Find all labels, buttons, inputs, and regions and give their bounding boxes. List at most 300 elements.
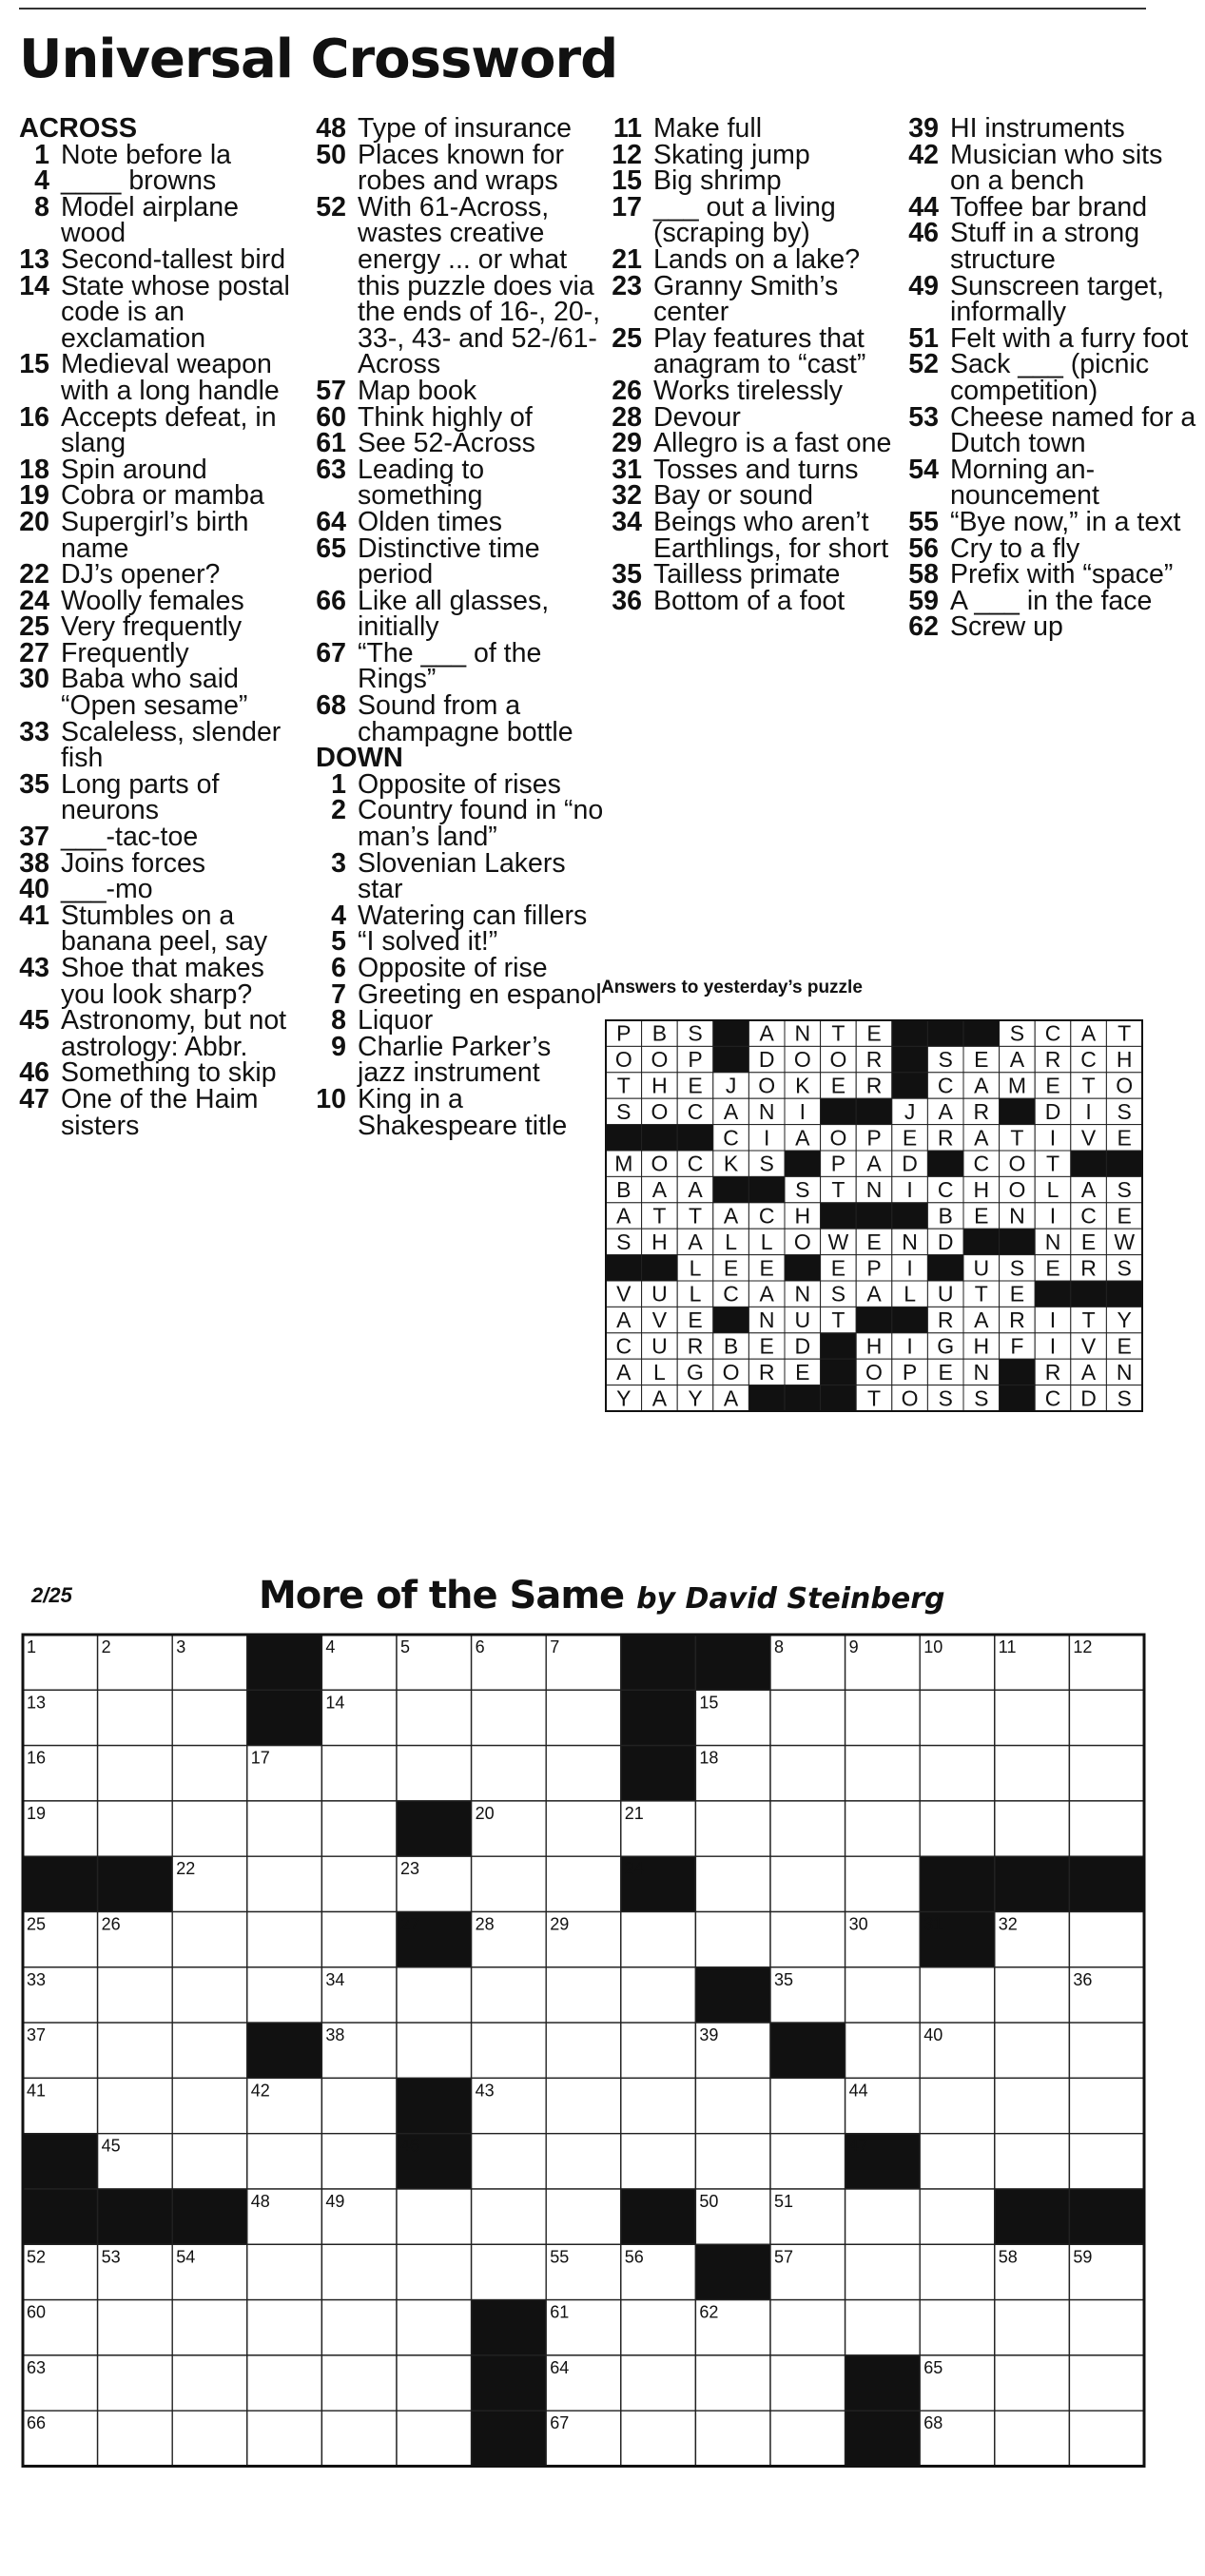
clue-item[interactable] — [316, 454, 606, 512]
clue-item[interactable] — [908, 322, 1198, 354]
clue-item[interactable] — [908, 218, 1198, 275]
clue-item[interactable] — [908, 454, 1198, 512]
grid-block — [995, 2189, 1070, 2244]
grid-cell[interactable] — [845, 2189, 921, 2244]
grid-cell[interactable] — [621, 1967, 696, 2023]
grid-number: 22 — [176, 1859, 196, 1879]
clue-number: 51 — [908, 322, 939, 354]
grid-number: 9 — [848, 1637, 859, 1656]
grid-cell[interactable] — [845, 1856, 921, 1911]
clue-text: State whose postal code is an exclamation — [61, 270, 290, 354]
grid-cell[interactable] — [546, 2189, 621, 2244]
answer-letter: D — [902, 1151, 918, 1176]
grid-number: 45 — [101, 2136, 121, 2156]
grid-cell[interactable] — [98, 2078, 173, 2133]
grid-cell[interactable] — [472, 1967, 547, 2023]
clue-item[interactable] — [19, 349, 309, 406]
grid-cell[interactable] — [247, 1912, 322, 1967]
grid-cell[interactable] — [247, 2244, 322, 2299]
answer-letter: C — [1044, 1385, 1061, 1411]
grid-cell[interactable] — [1069, 2300, 1144, 2355]
grid-cell[interactable] — [770, 1856, 845, 1911]
grid-cell[interactable] — [321, 2355, 397, 2411]
grid-number: 4 — [325, 1637, 336, 1656]
clue-text: Sack ___ (picnic competition) — [950, 349, 1150, 406]
clue-item[interactable] — [316, 637, 606, 695]
grid-cell[interactable] — [172, 2134, 247, 2189]
answer-block — [927, 1255, 963, 1281]
grid-cell[interactable] — [845, 1746, 921, 1801]
clue-item[interactable] — [612, 270, 902, 328]
clue-number: 26 — [612, 375, 642, 406]
grid-cell[interactable] — [321, 1801, 397, 1856]
grid-cell[interactable] — [397, 1690, 472, 1745]
clue-item[interactable] — [612, 139, 902, 170]
grid-cell[interactable] — [621, 1912, 696, 1967]
clue-item[interactable] — [316, 1031, 606, 1089]
grid-cell[interactable] — [321, 1856, 397, 1911]
clue-item[interactable] — [19, 165, 309, 197]
grid-cell[interactable] — [397, 1967, 472, 2023]
grid-cell[interactable] — [770, 2134, 845, 2189]
grid-cell[interactable] — [621, 2078, 696, 2133]
clue-item[interactable] — [316, 978, 606, 1010]
answer-letter: C — [723, 1125, 739, 1151]
clue-item[interactable] — [316, 795, 606, 853]
clue-item[interactable] — [19, 664, 309, 722]
clue-item[interactable] — [908, 585, 1198, 616]
clue-item[interactable] — [908, 349, 1198, 406]
answer-block — [785, 1255, 821, 1281]
grid-cell[interactable] — [920, 2300, 995, 2355]
grid-number: 44 — [848, 2081, 868, 2101]
clue-item[interactable] — [316, 113, 606, 144]
clue-number: 21 — [612, 243, 642, 275]
grid-cell[interactable] — [472, 2134, 547, 2189]
answer-letter: S — [616, 1098, 632, 1124]
answer-block — [892, 1307, 928, 1332]
grid-cell[interactable] — [172, 1912, 247, 1967]
clue-heading: DOWN — [316, 743, 403, 774]
answer-block — [821, 1333, 857, 1359]
clue-item[interactable] — [612, 454, 902, 485]
clue-item[interactable] — [19, 1057, 309, 1089]
clue-item[interactable] — [19, 768, 309, 826]
grid-cell[interactable] — [695, 2411, 770, 2466]
grid-cell[interactable] — [621, 2411, 696, 2466]
grid-cell[interactable] — [546, 2078, 621, 2133]
grid-cell[interactable] — [845, 2244, 921, 2299]
grid-cell[interactable] — [995, 1967, 1070, 2023]
grid-cell[interactable] — [770, 2078, 845, 2133]
clue-number: 55 — [908, 506, 939, 537]
grid-cell[interactable] — [247, 1856, 322, 1911]
grid-cell[interactable] — [98, 2300, 173, 2355]
grid-cell[interactable] — [770, 1690, 845, 1745]
grid-cell[interactable] — [995, 2300, 1070, 2355]
grid-cell[interactable] — [920, 2134, 995, 2189]
grid-cell[interactable] — [98, 1746, 173, 1801]
answer-letter: R — [1044, 1047, 1061, 1073]
grid-cell[interactable] — [920, 1801, 995, 1856]
grid-cell[interactable] — [920, 1967, 995, 2023]
grid-cell[interactable] — [172, 2411, 247, 2466]
clue-text: Greeting en espanol — [358, 978, 602, 1010]
grid-number: 60 — [27, 2302, 47, 2322]
clue-item[interactable] — [316, 533, 606, 591]
grid-cell[interactable] — [546, 1690, 621, 1745]
grid-cell[interactable] — [1069, 2355, 1144, 2411]
clue-item[interactable] — [316, 401, 606, 433]
grid-cell[interactable] — [770, 1912, 845, 1967]
clue-number: 30 — [19, 664, 49, 695]
grid-cell[interactable] — [98, 1967, 173, 2023]
grid-cell[interactable] — [172, 2078, 247, 2133]
grid-cell[interactable] — [995, 1746, 1070, 1801]
clue-item[interactable] — [19, 480, 309, 512]
grid-cell[interactable] — [397, 2023, 472, 2078]
clue-item[interactable] — [19, 874, 309, 905]
answer-letter: H — [865, 1333, 883, 1359]
clue-item[interactable] — [612, 480, 902, 512]
clue-item[interactable] — [19, 847, 309, 879]
grid-cell[interactable] — [1069, 1801, 1144, 1856]
grid-cell[interactable] — [172, 2023, 247, 2078]
clue-text: “The ___ of the Rings” — [358, 637, 542, 695]
grid-cell[interactable] — [920, 2189, 995, 2244]
grid-cell[interactable] — [920, 1690, 995, 1745]
grid-cell[interactable] — [321, 2244, 397, 2299]
clue-item[interactable] — [19, 139, 309, 170]
clue-item[interactable] — [908, 270, 1198, 328]
clue-item[interactable] — [908, 113, 1198, 144]
answer-letter: P — [616, 1020, 632, 1046]
clue-number: 53 — [908, 401, 939, 433]
answer-block — [713, 1176, 749, 1202]
grid-cell[interactable] — [920, 2244, 995, 2299]
clue-number: 35 — [612, 559, 642, 591]
grid-cell[interactable] — [321, 2134, 397, 2189]
grid-cell[interactable] — [1069, 1746, 1144, 1801]
clue-item[interactable] — [612, 322, 902, 380]
grid-cell[interactable] — [321, 1912, 397, 1967]
grid-block — [247, 1690, 322, 1745]
clue-item[interactable] — [19, 191, 309, 249]
answer-letter: C — [687, 1151, 704, 1176]
clue-item[interactable] — [316, 428, 606, 459]
grid-cell[interactable] — [172, 2355, 247, 2411]
grid-cell[interactable] — [695, 2355, 770, 2411]
clue-number: 66 — [316, 585, 346, 616]
grid-number: 16 — [27, 1748, 47, 1768]
clue-item[interactable] — [316, 191, 606, 380]
clue-item[interactable] — [612, 191, 902, 249]
grid-cell[interactable] — [472, 1746, 547, 1801]
grid-cell[interactable] — [770, 2411, 845, 2466]
grid-cell[interactable] — [695, 1856, 770, 1911]
clue-item[interactable] — [19, 611, 309, 643]
clue-item[interactable] — [908, 533, 1198, 564]
clue-item[interactable] — [316, 375, 606, 406]
answer-letter: E — [1009, 1281, 1025, 1307]
answer-letter: A — [759, 1020, 774, 1046]
answer-letter: Y — [688, 1385, 703, 1411]
grid-cell[interactable] — [1069, 2134, 1144, 2189]
grid-number: 54 — [176, 2247, 196, 2267]
grid-number: 30 — [848, 1914, 868, 1934]
grid-cell[interactable] — [695, 2078, 770, 2133]
clue-item[interactable] — [316, 139, 606, 197]
grid-cell[interactable] — [770, 2355, 845, 2411]
grid-number: 49 — [325, 2192, 345, 2211]
grid-cell[interactable] — [1069, 2078, 1144, 2133]
clue-item[interactable] — [316, 926, 606, 958]
grid-cell[interactable] — [770, 1801, 845, 1856]
grid-number: 8 — [774, 1637, 785, 1656]
clue-item[interactable] — [612, 506, 902, 564]
clue-number: 33 — [19, 716, 49, 747]
grid-cell[interactable] — [98, 2023, 173, 2078]
grid-cell[interactable] — [98, 2411, 173, 2466]
grid-cell[interactable] — [397, 2300, 472, 2355]
grid-cell[interactable] — [695, 1801, 770, 1856]
grid-cell[interactable] — [621, 2023, 696, 2078]
answer-letter: N — [758, 1098, 775, 1124]
grid-cell[interactable] — [695, 2134, 770, 2189]
answer-block — [1000, 1385, 1036, 1411]
clue-item[interactable] — [316, 506, 606, 537]
grid-cell[interactable] — [172, 2300, 247, 2355]
grid-number: 28 — [475, 1914, 495, 1934]
clue-item[interactable] — [908, 191, 1198, 223]
grid-cell[interactable] — [247, 2134, 322, 2189]
clue-item[interactable] — [612, 113, 902, 144]
answer-letter: E — [830, 1255, 846, 1281]
answer-block — [856, 1098, 892, 1124]
grid-cell[interactable] — [546, 1801, 621, 1856]
clue-number: 42 — [908, 139, 939, 170]
clue-column-3 — [612, 113, 902, 616]
grid-block — [397, 1801, 472, 1856]
grid-cell[interactable] — [397, 2355, 472, 2411]
clue-number: 34 — [612, 506, 642, 537]
answer-block — [1035, 1281, 1071, 1307]
grid-cell[interactable] — [247, 1801, 322, 1856]
clue-item[interactable] — [612, 401, 902, 433]
grid-block — [995, 1856, 1070, 1911]
clue-item[interactable] — [19, 1083, 309, 1141]
grid-cell[interactable] — [172, 1967, 247, 2023]
clue-item[interactable] — [19, 900, 309, 958]
grid-cell[interactable] — [546, 1746, 621, 1801]
grid-cell[interactable] — [172, 1801, 247, 1856]
grid-cell[interactable] — [1069, 2023, 1144, 2078]
answer-letter: A — [651, 1385, 668, 1411]
answer-letter: A — [795, 1125, 810, 1151]
grid-number: 39 — [699, 2025, 719, 2045]
grid-block — [23, 1856, 98, 1911]
clue-item[interactable] — [908, 611, 1198, 643]
clue-item[interactable] — [908, 139, 1198, 197]
clue-item[interactable] — [908, 559, 1198, 591]
grid-cell[interactable] — [920, 1746, 995, 1801]
clue-item[interactable] — [908, 506, 1198, 537]
grid-cell[interactable] — [1069, 2411, 1144, 2466]
clue-number: 37 — [19, 822, 49, 853]
clue-item[interactable] — [316, 900, 606, 931]
clue-item[interactable] — [316, 585, 606, 643]
grid-cell[interactable] — [1069, 1690, 1144, 1745]
grid-cell[interactable] — [1069, 1912, 1144, 1967]
grid-cell[interactable] — [621, 2134, 696, 2189]
clue-number: 5 — [331, 926, 346, 958]
grid-cell[interactable] — [321, 2300, 397, 2355]
clue-item[interactable] — [316, 953, 606, 983]
grid-cell[interactable] — [247, 2355, 322, 2411]
grid-cell[interactable] — [995, 2134, 1070, 2189]
clue-item[interactable] — [19, 401, 309, 459]
clue-item[interactable] — [612, 585, 902, 616]
grid-cell[interactable] — [472, 2189, 547, 2244]
clue-number: 27 — [19, 637, 49, 668]
clue-item[interactable] — [19, 716, 309, 774]
clue-item[interactable] — [612, 243, 902, 275]
answer-letter: S — [974, 1385, 989, 1411]
grid-cell[interactable] — [98, 1690, 173, 1745]
grid-cell[interactable] — [770, 1746, 845, 1801]
clue-item[interactable] — [316, 690, 606, 747]
grid-cell[interactable] — [397, 2411, 472, 2466]
grid-cell[interactable] — [247, 2300, 322, 2355]
grid-cell[interactable] — [695, 1912, 770, 1967]
grid-cell[interactable] — [397, 1746, 472, 1801]
crossword-grid[interactable] — [21, 1633, 1162, 2469]
clue-item[interactable] — [19, 506, 309, 564]
clue-item[interactable] — [19, 585, 309, 616]
grid-number: 66 — [27, 2413, 47, 2433]
grid-cell[interactable] — [247, 1967, 322, 2023]
answer-letter: S — [795, 1177, 810, 1203]
grid-cell[interactable] — [770, 2300, 845, 2355]
clue-item[interactable] — [19, 243, 309, 275]
grid-cell[interactable] — [172, 1746, 247, 1801]
clue-item[interactable] — [19, 637, 309, 668]
clue-item[interactable] — [19, 953, 309, 1010]
grid-cell[interactable] — [546, 2023, 621, 2078]
answer-letter: E — [1045, 1073, 1060, 1098]
grid-cell[interactable] — [472, 2023, 547, 2078]
clue-item[interactable] — [19, 270, 309, 354]
answer-letter: A — [723, 1203, 739, 1229]
grid-cell[interactable] — [995, 2023, 1070, 2078]
grid-cell[interactable] — [995, 1801, 1070, 1856]
grid-cell[interactable] — [98, 2355, 173, 2411]
clue-number: 20 — [19, 506, 49, 537]
clue-number: 22 — [19, 559, 49, 591]
grid-block — [621, 1635, 696, 1690]
grid-cell[interactable] — [621, 2300, 696, 2355]
clue-item[interactable] — [19, 824, 309, 851]
answer-letter: A — [723, 1098, 739, 1124]
grid-cell[interactable] — [321, 2411, 397, 2466]
clue-number: 61 — [316, 428, 346, 459]
clue-number: 13 — [19, 243, 49, 275]
answer-letter: O — [1008, 1151, 1026, 1176]
answer-letter: M — [1007, 1073, 1026, 1098]
grid-cell[interactable] — [546, 2134, 621, 2189]
answer-letter: E — [1045, 1255, 1060, 1281]
clue-item[interactable] — [19, 454, 309, 485]
grid-cell[interactable] — [845, 2300, 921, 2355]
answer-letter: A — [974, 1073, 989, 1098]
clue-number: 4 — [34, 165, 49, 197]
grid-cell[interactable] — [995, 1690, 1070, 1745]
grid-cell[interactable] — [397, 2189, 472, 2244]
grid-cell[interactable] — [321, 2078, 397, 2133]
grid-cell[interactable] — [247, 2411, 322, 2466]
grid-cell[interactable] — [995, 2355, 1070, 2411]
grid-cell[interactable] — [321, 1746, 397, 1801]
grid-cell[interactable] — [472, 2244, 547, 2299]
clue-number: 24 — [19, 585, 49, 616]
grid-cell[interactable] — [845, 1967, 921, 2023]
clue-item[interactable] — [19, 559, 309, 591]
clue-item[interactable] — [612, 165, 902, 197]
clue-item[interactable] — [316, 1083, 606, 1141]
answer-grid — [605, 1019, 1147, 1514]
grid-number: 55 — [550, 2247, 570, 2267]
clue-text: Astronomy, but not astrology: Abbr. — [61, 1005, 287, 1062]
grid-cell[interactable] — [546, 1856, 621, 1911]
answer-letter: P — [902, 1359, 918, 1385]
puzzle-date: 2/25 — [31, 1583, 72, 1607]
grid-cell[interactable] — [845, 2023, 921, 2078]
grid-cell[interactable] — [546, 1967, 621, 2023]
grid-cell[interactable] — [621, 2355, 696, 2411]
clue-item[interactable] — [612, 559, 902, 591]
clue-item[interactable] — [316, 1005, 606, 1036]
clue-item[interactable] — [612, 375, 902, 406]
grid-cell[interactable] — [920, 2078, 995, 2133]
clue-item[interactable] — [316, 847, 606, 905]
clue-text: Devour — [653, 401, 741, 433]
grid-cell[interactable] — [172, 1690, 247, 1745]
clue-text: Shoe that makes you look sharp? — [61, 953, 264, 1010]
clue-item[interactable] — [612, 428, 902, 459]
grid-number: 25 — [27, 1914, 47, 1934]
clue-text: A ___ in the face — [950, 585, 1153, 616]
answer-letter: J — [904, 1098, 916, 1124]
clue-item[interactable] — [19, 1005, 309, 1062]
grid-cell[interactable] — [845, 1690, 921, 1745]
grid-cell[interactable] — [98, 1801, 173, 1856]
grid-cell[interactable] — [995, 2411, 1070, 2466]
grid-number: 24 — [624, 1859, 644, 1879]
grid-cell[interactable] — [397, 2244, 472, 2299]
answer-letter: E — [830, 1073, 846, 1098]
grid-cell[interactable] — [472, 1856, 547, 1911]
clue-item[interactable] — [908, 401, 1198, 459]
grid-cell[interactable] — [845, 1801, 921, 1856]
clue-item[interactable] — [316, 768, 606, 800]
clue-number: 63 — [316, 454, 346, 485]
grid-block — [920, 1856, 995, 1911]
clue-text: Map book — [358, 375, 477, 406]
grid-cell[interactable] — [995, 2078, 1070, 2133]
grid-cell[interactable] — [472, 1690, 547, 1745]
grid-number: 65 — [923, 2357, 943, 2377]
answer-letter: E — [1080, 1229, 1097, 1254]
